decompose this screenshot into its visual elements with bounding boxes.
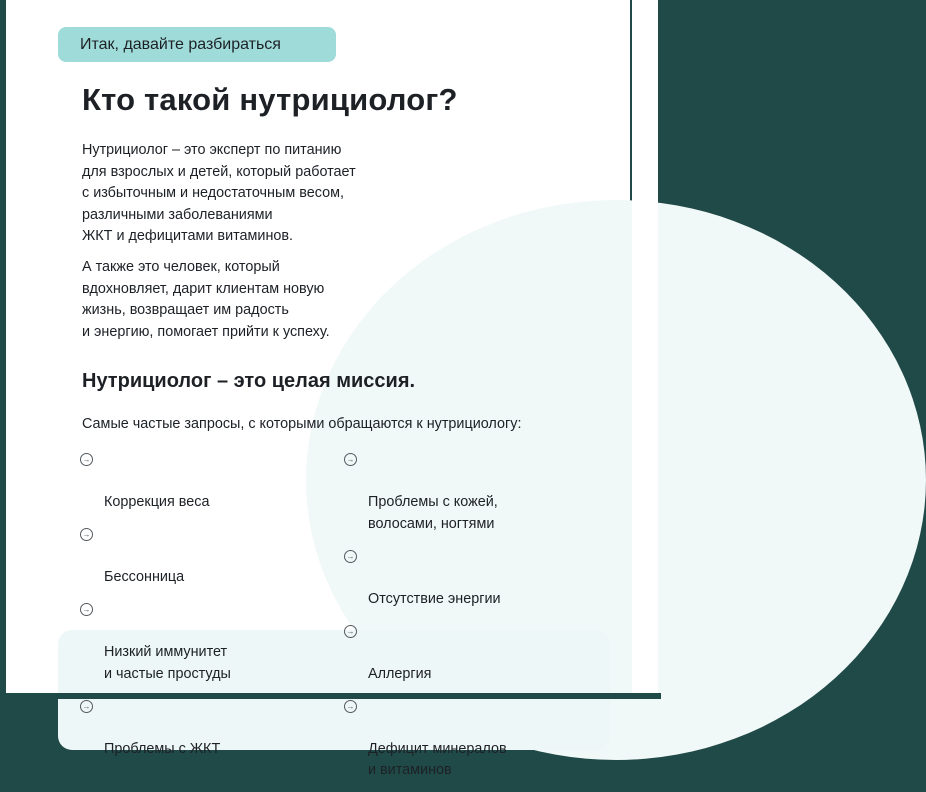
list-item: [80, 696, 231, 761]
list-item-label: Дефицит минералов и витаминов: [368, 740, 507, 778]
list-item-label: Аллергия: [368, 665, 432, 682]
mission-subtitle: Нутрициолог – это целая миссия.: [82, 370, 416, 392]
list-item: [344, 546, 507, 611]
requests-list-right: [344, 449, 507, 792]
arrow-circle-icon: →: [344, 625, 357, 638]
intro-paragraph: Нутрициолог – это эксперт по питанию для взрослых и детей, который работает с избыточным и недостаточным весом, различными заболеваниями ЖКТ и дефицитами витаминов.: [82, 142, 356, 244]
list-item-label: Бессонница: [104, 569, 185, 585]
arrow-circle-icon: →: [80, 700, 93, 713]
page-title: Кто такой нутрициолог?: [82, 82, 458, 117]
arrow-circle-icon: →: [80, 528, 93, 541]
list-item-label: Проблемы с ЖКТ: [104, 740, 221, 757]
list-item-label: Низкий иммунитет и частые простуды: [104, 644, 231, 682]
arrow-circle-icon: →: [80, 603, 93, 616]
arrow-circle-icon: →: [344, 550, 357, 563]
list-item: [80, 524, 231, 589]
bottom-frame: [0, 693, 661, 699]
section-badge: Итак, давайте разбираться: [58, 27, 336, 62]
list-item-label: Проблемы с кожей, волосами, ногтями: [368, 494, 498, 532]
requests-list-left: [80, 449, 231, 771]
arrow-circle-icon: →: [80, 453, 93, 466]
list-item: [80, 599, 231, 685]
requests-lead: Самые частые запросы, с которыми обращаются к нутрициологу:: [82, 416, 522, 432]
next-page-edge: [632, 0, 658, 693]
arrow-circle-icon: →: [344, 700, 357, 713]
list-item: [80, 449, 231, 514]
list-item: [344, 621, 507, 686]
list-item: [344, 696, 507, 782]
list-item-label: Отсутствие энергии: [368, 590, 501, 607]
list-item: [344, 449, 507, 535]
arrow-circle-icon: →: [344, 453, 357, 466]
document-page: [6, 0, 630, 778]
list-item-label: Коррекция веса: [104, 494, 210, 510]
mission-paragraph: А также это человек, который вдохновляет, дарит клиентам новую жизнь, возвращает им радость и энергию, помогает прийти к успеху.: [82, 259, 330, 340]
